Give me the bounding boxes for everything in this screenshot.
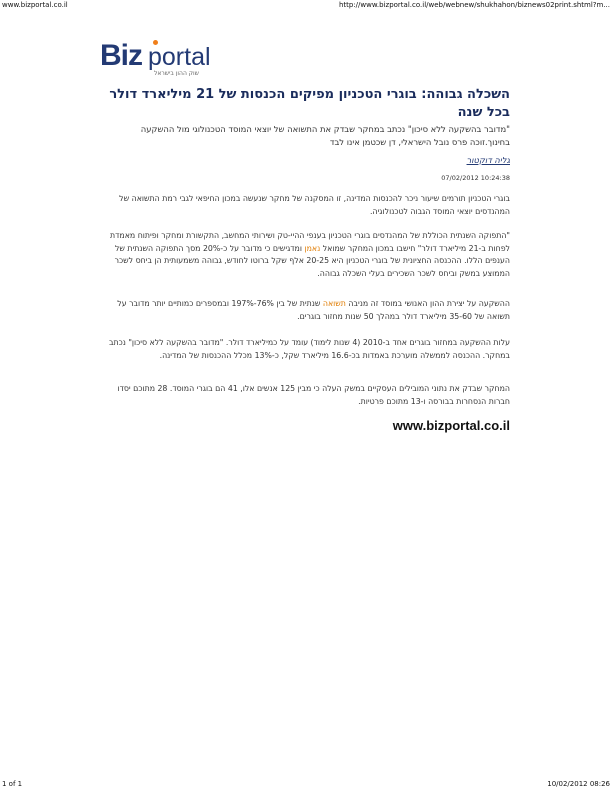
- site-url[interactable]: www.bizportal.co.il: [392, 418, 510, 433]
- publish-date: 07/02/2012 10:24:38: [441, 174, 510, 182]
- logo-portal-text: portal: [148, 43, 211, 71]
- article-paragraph-3: [100, 298, 510, 323]
- highlight-link[interactable]: תשואה: [322, 299, 346, 308]
- paragraph-text: שנתית של בין 76%-197% ובמספרים כמותיים יותר מדובר על תשואה של 35-60 מיליארד דולר במהלך 50 שנות מחזור בוגרים.: [117, 299, 510, 321]
- page-count: 1 of 1: [2, 780, 23, 788]
- bizportal-logo[interactable]: [100, 40, 250, 80]
- print-timestamp: 10/02/2012 08:26: [547, 780, 610, 788]
- article-title: השכלה גבוהה: בוגרי הטכניון מפיקים הכנסות של 21 מיליארד דולר בכל שנה: [109, 87, 510, 120]
- paragraph-text: ההשקעה על יצירת ההון האנושי במוסד זה מניבה: [345, 299, 510, 308]
- highlight-link[interactable]: נאמן: [304, 243, 321, 253]
- logo-biz-text: Biz: [100, 39, 142, 72]
- article-paragraph-5: המחקר שבדק את נתוני המובילים העסקיים במשק העלה כי מבין 125 אנשים אלו, 41 הם בוגרי המוסד. 28 מתוכם יסדו חברות הנסחרות בבורסה ו-13 מתוכם פרטיות.: [117, 384, 510, 406]
- article-lead: "מדובר בהשקעה ללא סיכון" נכתב במחקר שבדק את התשואה של יוצאי המוסד הטכנולוגי מול ההשקעה בחינוך.זוכה פרס נובל הישראלי, דן שכטמן אינו לבד: [140, 124, 510, 147]
- author-link[interactable]: גליה דוקטור: [466, 155, 510, 165]
- print-header-url: http://www.bizportal.co.il/web/webnew/shukhahon/biznews02print.shtml?m...: [338, 1, 610, 9]
- logo-tagline: שוק ההון בישראל: [154, 70, 199, 77]
- article-paragraph-2: [100, 230, 510, 280]
- paragraph-text: ומדגישים כי מדובר על כ-20% מסך התפוקה השנתית של הענפים הללו. ההכנסה החציונית של בוגרי הטכניון היא 20-25 אלף שקל ברוטו לחודש, גבוהה משמעותית הן ביחס לשכר הממוצע במשק וביחס לשכר השכירים בעלי השכלה גבוהה.: [114, 243, 510, 278]
- print-header-left: www.bizportal.co.il: [2, 1, 68, 9]
- article-paragraph-4: עלות ההשקעה במחזור בוגרים אחד ב-2010 (4 שנות לימוד) עומד על כמיליארד דולר. "מדובר בהשקעה ללא סיכון" נכתב במחקר. ההכנסה לממשלה מוערכת באמדות בכ-16.6 מיליארד שקל, כ-13% מכלל ההכנסות של המדינה.: [108, 338, 510, 360]
- article-paragraph-1: בוגרי הטכניון תורמים שיעור ניכר להכנסות המדינה, זו המסקנה של מחקר שנעשה במכון החיפאי לגבי רמת התשואה של המהנדסים יוצאי המוסד הגבוה לטכנולוגיה.: [119, 194, 510, 216]
- paragraph-text: "התפוקה השנתית הכוללת של המהנדסים בוגרי הטכניון בענפי ההיי-טק ושירותי המחשב, התקשורת ומחקר ופיתוח מאמדת לפחות ב-21 מיליארד דולר" חישבו במכון המחקר שמואל: [110, 231, 510, 253]
